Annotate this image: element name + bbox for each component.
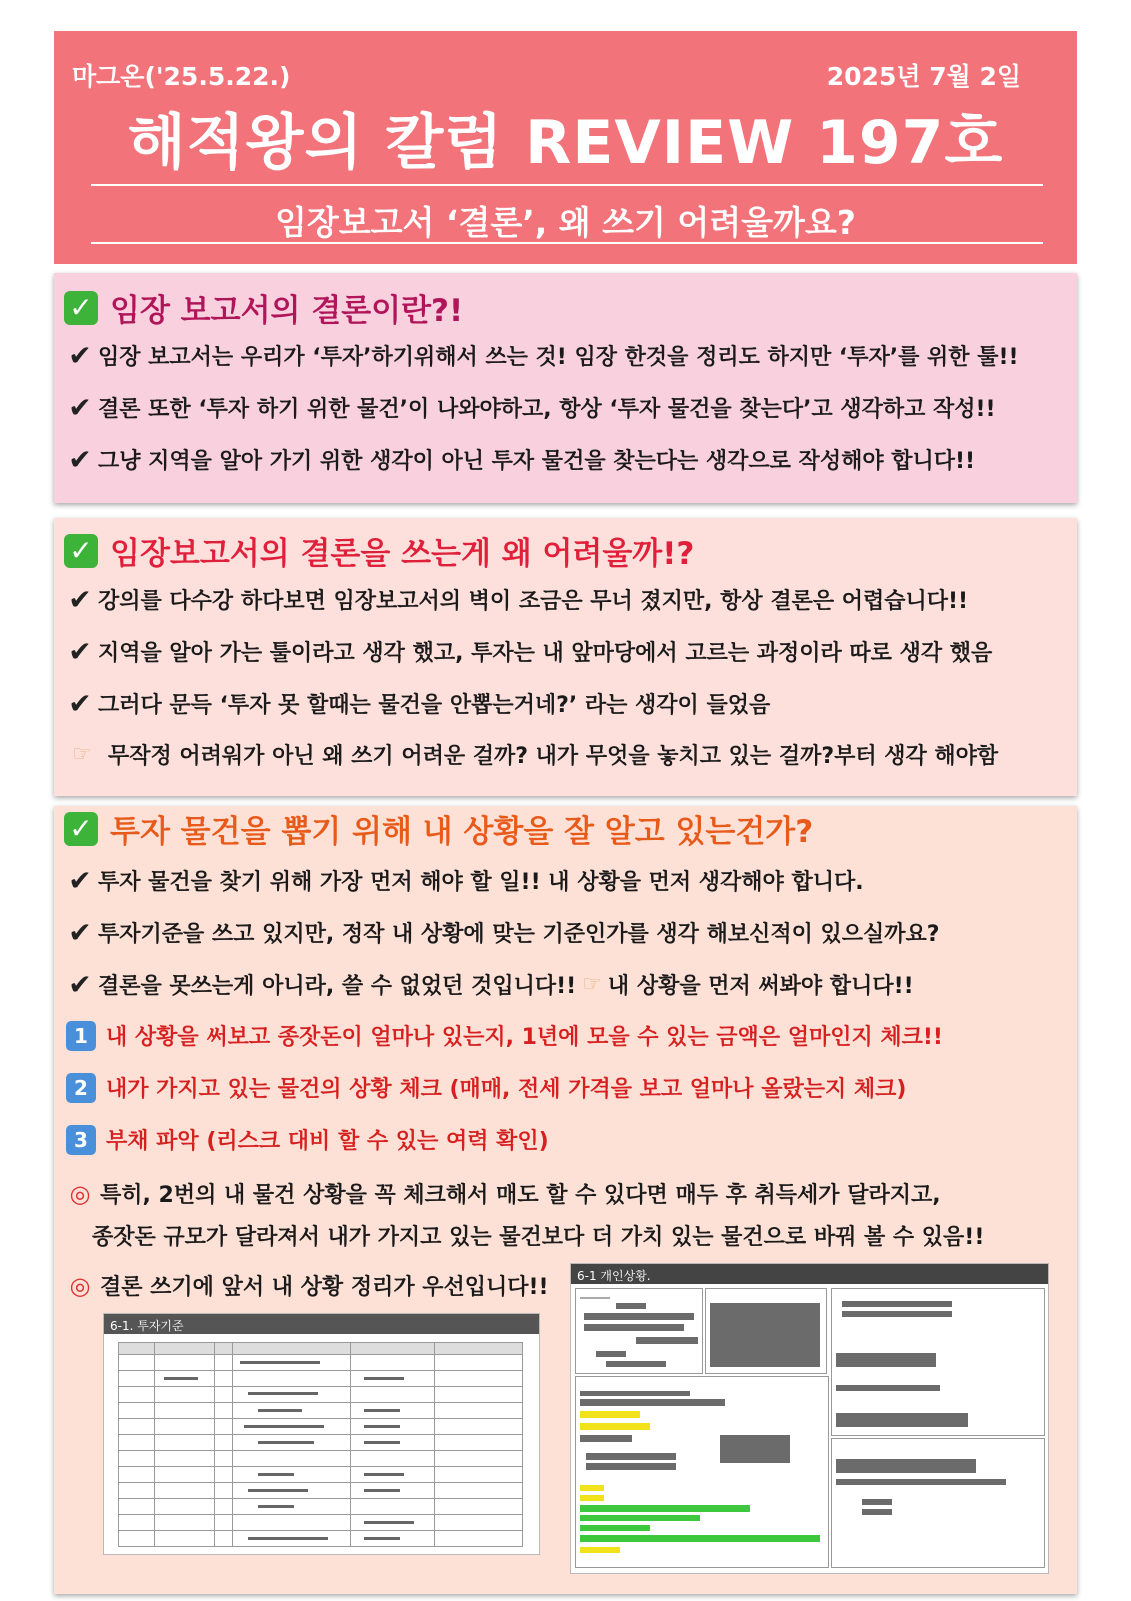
bullet-line <box>66 916 940 949</box>
section-heading <box>64 285 463 330</box>
bullet-line <box>66 864 864 897</box>
bullet-text: 결론 또한 ‘투자 하기 위한 물건’이 나와야하고, 항상 ‘투자 물건을 찾는다’고 생각하고 작성!! <box>98 397 996 422</box>
heavy-check-mark-icon: ✔ <box>68 968 92 1001</box>
divider <box>91 242 1043 244</box>
direct-hit-icon: ◎ <box>69 1179 91 1208</box>
bullet-text: 강의를 다수강 하다보면 임장보고서의 벽이 조금은 무너 졌지만, 항상 결론은 어렵습니다!! <box>98 589 969 614</box>
direct-hit-icon: ◎ <box>69 1271 91 1300</box>
note-line <box>66 1270 549 1301</box>
section-title: 임장 보고서의 결론이란?! <box>110 293 464 329</box>
bullet-line <box>66 583 968 616</box>
numbered-item <box>66 1072 906 1103</box>
numbered-item <box>66 1020 943 1051</box>
investment-plan-panel <box>831 1288 1045 1436</box>
heavy-check-mark-icon: ✔ <box>68 583 92 616</box>
bullet-line <box>66 391 996 424</box>
bullet-text: 투자 물건을 찾기 위해 가장 먼저 해야 할 일!! 내 상황을 먼저 생각해야 합니다. <box>98 870 864 895</box>
bullet-text: 지역을 알아 가는 툴이라고 생각 했고, 투자는 내 앞마당에서 고르는 과정이라 따로 생각 했음 <box>98 641 993 666</box>
bullet-line <box>66 443 975 476</box>
check-mark-button-icon: ✓ <box>64 534 98 568</box>
check-mark-button-icon: ✓ <box>64 812 98 846</box>
bullet-text: 무작정 어려워가 아닌 왜 쓰기 어려운 걸까? 내가 무엇을 놓치고 있는 걸까?부터 생각 해야함 <box>108 744 999 769</box>
number-1-icon: 1 <box>66 1021 96 1051</box>
number-3-icon: 3 <box>66 1125 96 1155</box>
hand-line <box>66 739 998 770</box>
assets-panel <box>575 1288 703 1374</box>
bullet-text: 결론을 못쓰는게 아니라, 쓸 수 없었던 것입니다!! <box>98 974 577 999</box>
bullet-text: 내 상황을 먼저 써봐야 합니다!! <box>607 974 914 999</box>
bullet-line <box>66 339 1019 372</box>
number-2-icon: 2 <box>66 1073 96 1103</box>
heavy-check-mark-icon: ✔ <box>68 391 92 424</box>
heavy-check-mark-icon: ✔ <box>68 687 92 720</box>
image-title: 6-1. 투자기준 <box>104 1314 539 1334</box>
bullet-line <box>66 968 914 1001</box>
source-label: 마그온('25.5.22.) <box>72 62 291 91</box>
section-heading <box>64 806 813 851</box>
section-why-difficult <box>54 518 1077 796</box>
section-conclusion-definition <box>54 273 1077 503</box>
header-banner <box>54 31 1077 264</box>
bullet-line <box>66 687 770 720</box>
bullet-line <box>66 635 992 668</box>
pointing-hand-icon: ☞ <box>582 972 602 997</box>
heavy-check-mark-icon: ✔ <box>68 635 92 668</box>
section-title: 임장보고서의 결론을 쓰는게 왜 어려울까!? <box>110 536 695 572</box>
heavy-check-mark-icon: ✔ <box>68 443 92 476</box>
bullet-text: 투자기준을 쓰고 있지만, 정작 내 상황에 맞는 기준인가를 생각 해보신적이 있으실까요? <box>98 922 940 947</box>
investment-criteria-image <box>103 1313 540 1555</box>
heavy-check-mark-icon: ✔ <box>68 339 92 372</box>
date-label: 2025년 7월 2일 <box>826 62 1021 91</box>
bullet-text: 임장 보고서는 우리가 ‘투자’하기위해서 쓰는 것! 임장 한것을 정리도 하지만 ‘투자’를 위한 툴!! <box>98 345 1019 370</box>
page-title: 해적왕의 칼럼 REVIEW 197호 <box>127 108 1004 178</box>
plan-detail-panel <box>831 1438 1045 1568</box>
numbered-text: 내 상황을 써보고 종잣돈이 얼마나 있는지, 1년에 모을 수 있는 금액은 얼마인지 체크!! <box>106 1025 943 1050</box>
note-text: 종잣돈 규모가 달라져서 내가 가지고 있는 물건보다 더 가치 있는 물건으로 바꿔 볼 수 있음!! <box>92 1225 985 1250</box>
divider <box>91 184 1043 186</box>
holdings-panel <box>705 1288 827 1374</box>
bullet-text: 그냥 지역을 알아 가기 위한 생각이 아닌 투자 물건을 찾는다는 생각으로 작성해야 합니다!! <box>98 449 976 474</box>
page-subtitle: 임장보고서 ‘결론’, 왜 쓰기 어려울까요? <box>275 203 856 242</box>
section-heading <box>64 528 694 573</box>
personal-situation-image <box>570 1263 1049 1574</box>
note-line <box>92 1220 984 1251</box>
criteria-table-thumbnail <box>118 1342 523 1547</box>
numbered-item <box>66 1124 549 1155</box>
heavy-check-mark-icon: ✔ <box>68 916 92 949</box>
note-text: 결론 쓰기에 앞서 내 상황 정리가 우선입니다!! <box>100 1275 549 1300</box>
risk-panel <box>575 1376 829 1568</box>
image-title: 6-1 개인상황. <box>571 1264 1048 1284</box>
note-line <box>66 1178 941 1209</box>
numbered-text: 부채 파악 (리스크 대비 할 수 있는 여력 확인) <box>106 1129 549 1154</box>
bullet-text: 그러다 문득 ‘투자 못 할때는 물건을 안뽑는거네?’ 라는 생각이 들었음 <box>98 693 771 718</box>
numbered-text: 내가 가지고 있는 물건의 상황 체크 (매매, 전세 가격을 보고 얼마나 올랐는지 체크) <box>106 1077 907 1102</box>
heavy-check-mark-icon: ✔ <box>68 864 92 897</box>
note-text: 특히, 2번의 내 물건 상황을 꼭 체크해서 매도 할 수 있다면 매두 후 취득세가 달라지고, <box>100 1183 941 1208</box>
check-mark-button-icon: ✓ <box>64 291 98 325</box>
pointing-hand-icon: ☞ <box>72 742 92 767</box>
section-title: 투자 물건을 뽑기 위해 내 상황을 잘 알고 있는건가? <box>110 814 814 850</box>
